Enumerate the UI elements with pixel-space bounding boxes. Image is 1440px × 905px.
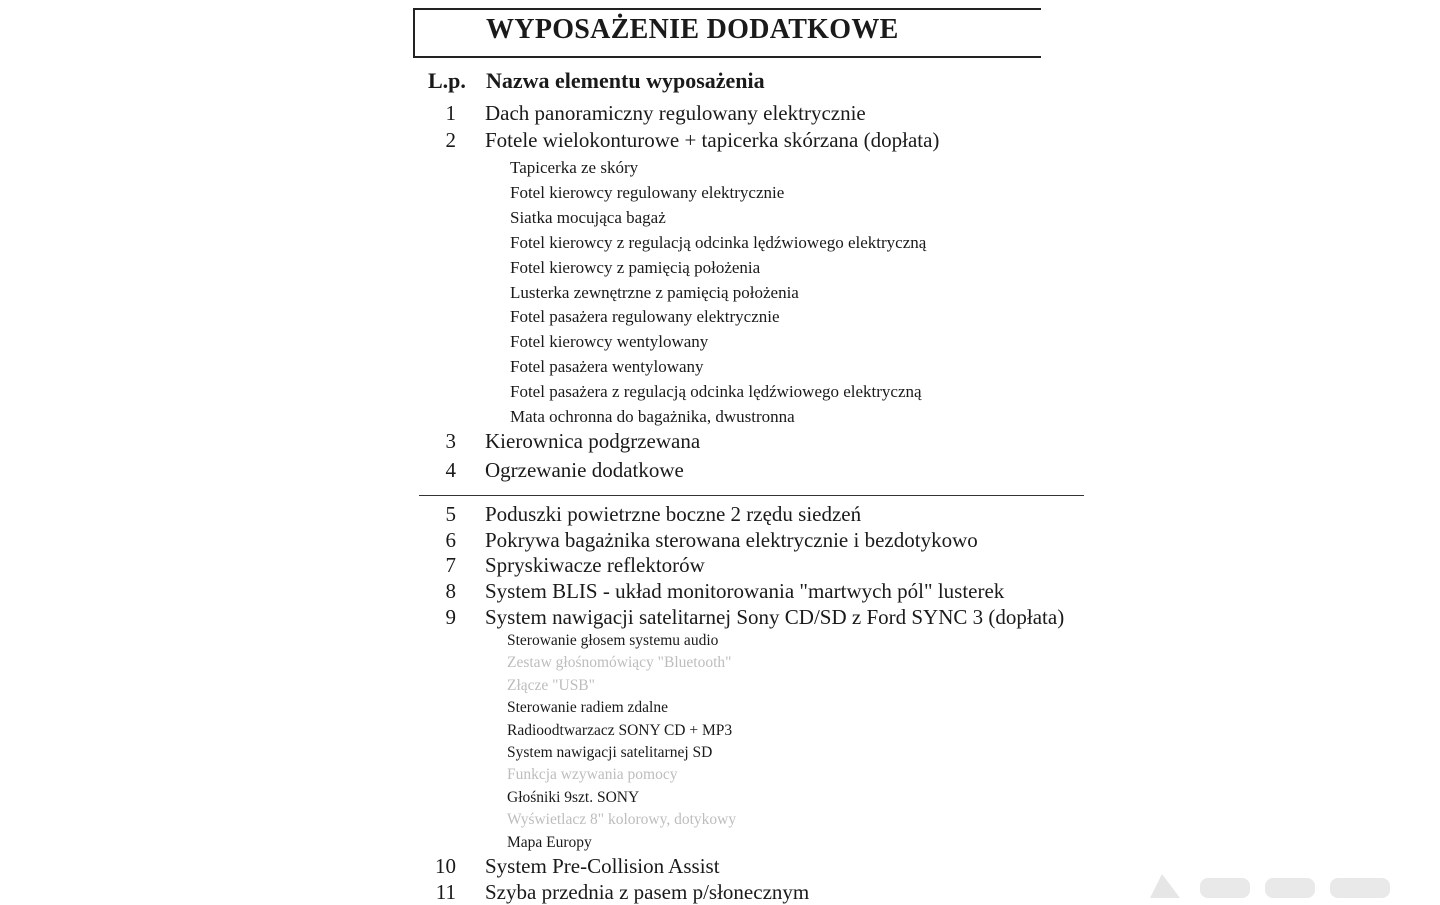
watermark-logo xyxy=(1140,868,1400,898)
subitem-label: Zestaw głośnomówiący "Bluetooth" xyxy=(507,654,732,672)
item-number: 11 xyxy=(435,880,456,904)
item-label: Pokrywa bagażnika sterowana elektrycznie i bezdotykowo xyxy=(485,528,978,552)
subitem-label: Radioodtwarzacz SONY CD + MP3 xyxy=(507,721,733,739)
item-label: Kierownica podgrzewana xyxy=(485,429,701,453)
subitem-label: Funkcja wzywania pomocy xyxy=(507,766,678,784)
subitem-label: System nawigacji satelitarnej SD xyxy=(507,744,713,761)
subitem-label: Wyświetlacz 8" kolorowy, dotykowy xyxy=(507,811,737,829)
subitem-label: Fotel pasażera regulowany elektrycznie xyxy=(510,307,780,327)
item-label: Spryskiwacze reflektorów xyxy=(485,553,705,577)
section-divider xyxy=(419,495,1084,496)
subitem-label: Tapicerka ze skóry xyxy=(510,158,639,177)
item-number: 1 xyxy=(445,101,456,125)
subitem-label: Fotel pasażera z regulacją odcinka lędźwiowego elektryczną xyxy=(510,382,922,402)
subitem-label: Sterowanie radiem zdalne xyxy=(507,699,668,717)
item-number: 4 xyxy=(445,458,456,482)
item-number: 10 xyxy=(435,854,456,878)
column-header-name: Nazwa elementu wyposażenia xyxy=(486,68,765,93)
item-label: Poduszki powietrzne boczne 2 rzędu siedzeń xyxy=(485,502,862,526)
item-number: 9 xyxy=(445,605,456,629)
subitem-label: Głośniki 9szt. SONY xyxy=(507,788,640,806)
subitem-label: Fotel kierowcy z pamięcią położenia xyxy=(510,257,761,277)
page-title: WYPOSAŻENIE DODATKOWE xyxy=(486,14,899,45)
item-number: 2 xyxy=(445,128,456,152)
item-label: Szyba przednia z pasem p/słonecznym xyxy=(485,880,810,904)
column-header-lp: L.p. xyxy=(428,68,466,93)
subitem-label: Złącze "USB" xyxy=(507,676,595,694)
subitem-label: Lusterka zewnętrzne z pamięcią położenia xyxy=(510,282,799,302)
subitem-label: Siatka mocująca bagaż xyxy=(510,207,666,227)
subitem-label: Fotel kierowcy z regulacją odcinka lędźwiowego elektryczną xyxy=(510,232,927,252)
subitem-label: Sterowanie głosem systemu audio xyxy=(507,632,719,649)
item-number: 8 xyxy=(445,579,456,603)
subitem-label: Fotel pasażera wentylowany xyxy=(510,357,704,377)
item-label: System nawigacji satelitarnej Sony CD/SD z Ford SYNC 3 (dopłata) xyxy=(485,605,1065,629)
item-label: System BLIS - układ monitorowania "martwych pól" lusterek xyxy=(485,579,1005,603)
subitem-label: Fotel kierowcy regulowany elektrycznie xyxy=(510,182,785,202)
subitem-label: Fotel kierowcy wentylowany xyxy=(510,332,709,352)
item-number: 5 xyxy=(445,502,456,526)
item-label: Dach panoramiczny regulowany elektrycznie xyxy=(485,101,866,125)
subitem-label: Mata ochronna do bagażnika, dwustronna xyxy=(510,407,795,426)
item-label: Fotele wielokonturowe + tapicerka skórzana (dopłata) xyxy=(485,128,940,152)
item-label: System Pre-Collision Assist xyxy=(485,854,720,878)
item-number: 3 xyxy=(445,429,456,453)
item-label: Ogrzewanie dodatkowe xyxy=(485,458,684,482)
item-number: 7 xyxy=(445,553,456,577)
item-number: 6 xyxy=(445,528,456,552)
subitem-label: Mapa Europy xyxy=(507,833,592,851)
